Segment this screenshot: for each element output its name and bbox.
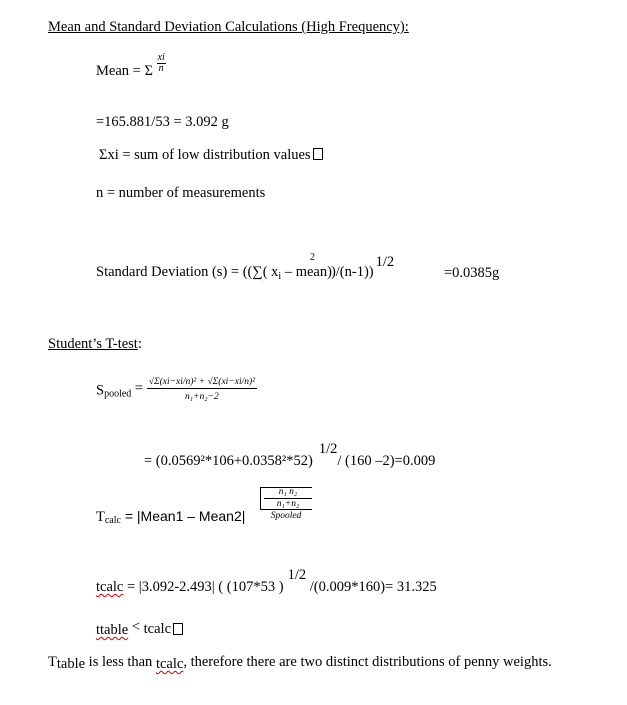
sum-definition-text: = sum of low distribution values [118, 147, 311, 163]
s-symbol: S [96, 382, 105, 399]
pooled-calc-expression: = (0.0569²*106+0.0358²*52) [144, 453, 313, 469]
std-dev-label: Standard Deviation (s) = (( [96, 264, 253, 280]
t-frac-denominator: Spooled [260, 509, 312, 522]
t-comparison [96, 620, 183, 638]
mean-formula [96, 53, 166, 79]
conclusion-end: , therefore there are two distinct distributions of penny weights. [183, 654, 552, 670]
mean-denominator: n [158, 63, 164, 74]
t-table-subscript: table [56, 656, 86, 672]
t-calc-fraction [260, 487, 312, 522]
s-pooled-denominator: n₁+n₂−2 [185, 391, 219, 402]
s-subscript: pooled [104, 388, 132, 400]
pooled-calculation [144, 441, 436, 469]
t-calc-half-exponent: 1/2 [287, 567, 307, 583]
t-calc-result: /(0.009*160)= 31.325 [306, 579, 437, 595]
t-frac-numerator: n₁ n₂ [264, 488, 312, 499]
t-symbol: T [96, 509, 105, 525]
t-table-symbol: T [48, 654, 57, 670]
sd-term: ( x [262, 264, 279, 280]
pooled-calc-tail: / (160 –2)=0.009 [337, 453, 436, 469]
pooled-half-exponent: 1/2 [318, 441, 338, 457]
placeholder-box-icon [173, 623, 183, 635]
t-calc-expression: = |Mean1 – Mean2| [120, 508, 246, 524]
s-pooled-formula [96, 378, 257, 402]
less-than-sign: < [128, 619, 144, 635]
sigma-symbol: Σ [144, 63, 153, 79]
sum-definition [99, 148, 323, 163]
mean-label: Mean = [96, 63, 145, 79]
sd-subscript: i [278, 271, 282, 282]
sd-half-exponent: 1/2 [375, 254, 395, 270]
section-heading-t-test: Student’s T-test: [48, 336, 142, 352]
std-dev-formula [96, 252, 395, 282]
sqrt-radical [260, 487, 312, 509]
t-calc-formula [96, 509, 245, 526]
t-table-label: ttable [96, 622, 129, 638]
t-frac-middle: n₁+n₂ [276, 498, 300, 509]
t-calc-expression: = |3.092-2.493| ( (107*53 ) [123, 579, 284, 595]
t-subscript: calc [104, 515, 121, 526]
sd-tail: )/(n-1)) [330, 264, 374, 280]
equals-sign: = [131, 380, 144, 397]
mean-numerator: xi [157, 52, 165, 63]
std-dev-result: =0.0385g [444, 265, 500, 281]
mean-fraction [157, 53, 166, 74]
sigma-symbol: Σ [99, 147, 108, 163]
placeholder-box-icon [313, 148, 323, 160]
section-heading-mean-sd: Mean and Standard Deviation Calculations (High Frequency): [48, 19, 409, 35]
xi-variable: xi [107, 147, 119, 163]
s-pooled-fraction [147, 378, 257, 402]
conclusion-middle: is less than [85, 654, 156, 670]
t-calc-label: tcalc [96, 579, 124, 595]
t-calc-calculation [96, 567, 437, 595]
n-definition: n = number of measurements [96, 185, 266, 201]
s-pooled-numerator: √Σ(xi−xi/n)² + √Σ(xi−xi/n)² [148, 377, 255, 387]
t-calc-label: tcalc [155, 656, 184, 672]
t-calc-label: tcalc [143, 621, 172, 637]
sigma-symbol: ∑ [252, 264, 263, 280]
sd-exponent: 2 [309, 252, 315, 263]
conclusion-text [48, 655, 552, 672]
sd-mean-term: – mean) [281, 264, 332, 280]
mean-calculation: =165.881/53 = 3.092 g [96, 114, 229, 130]
